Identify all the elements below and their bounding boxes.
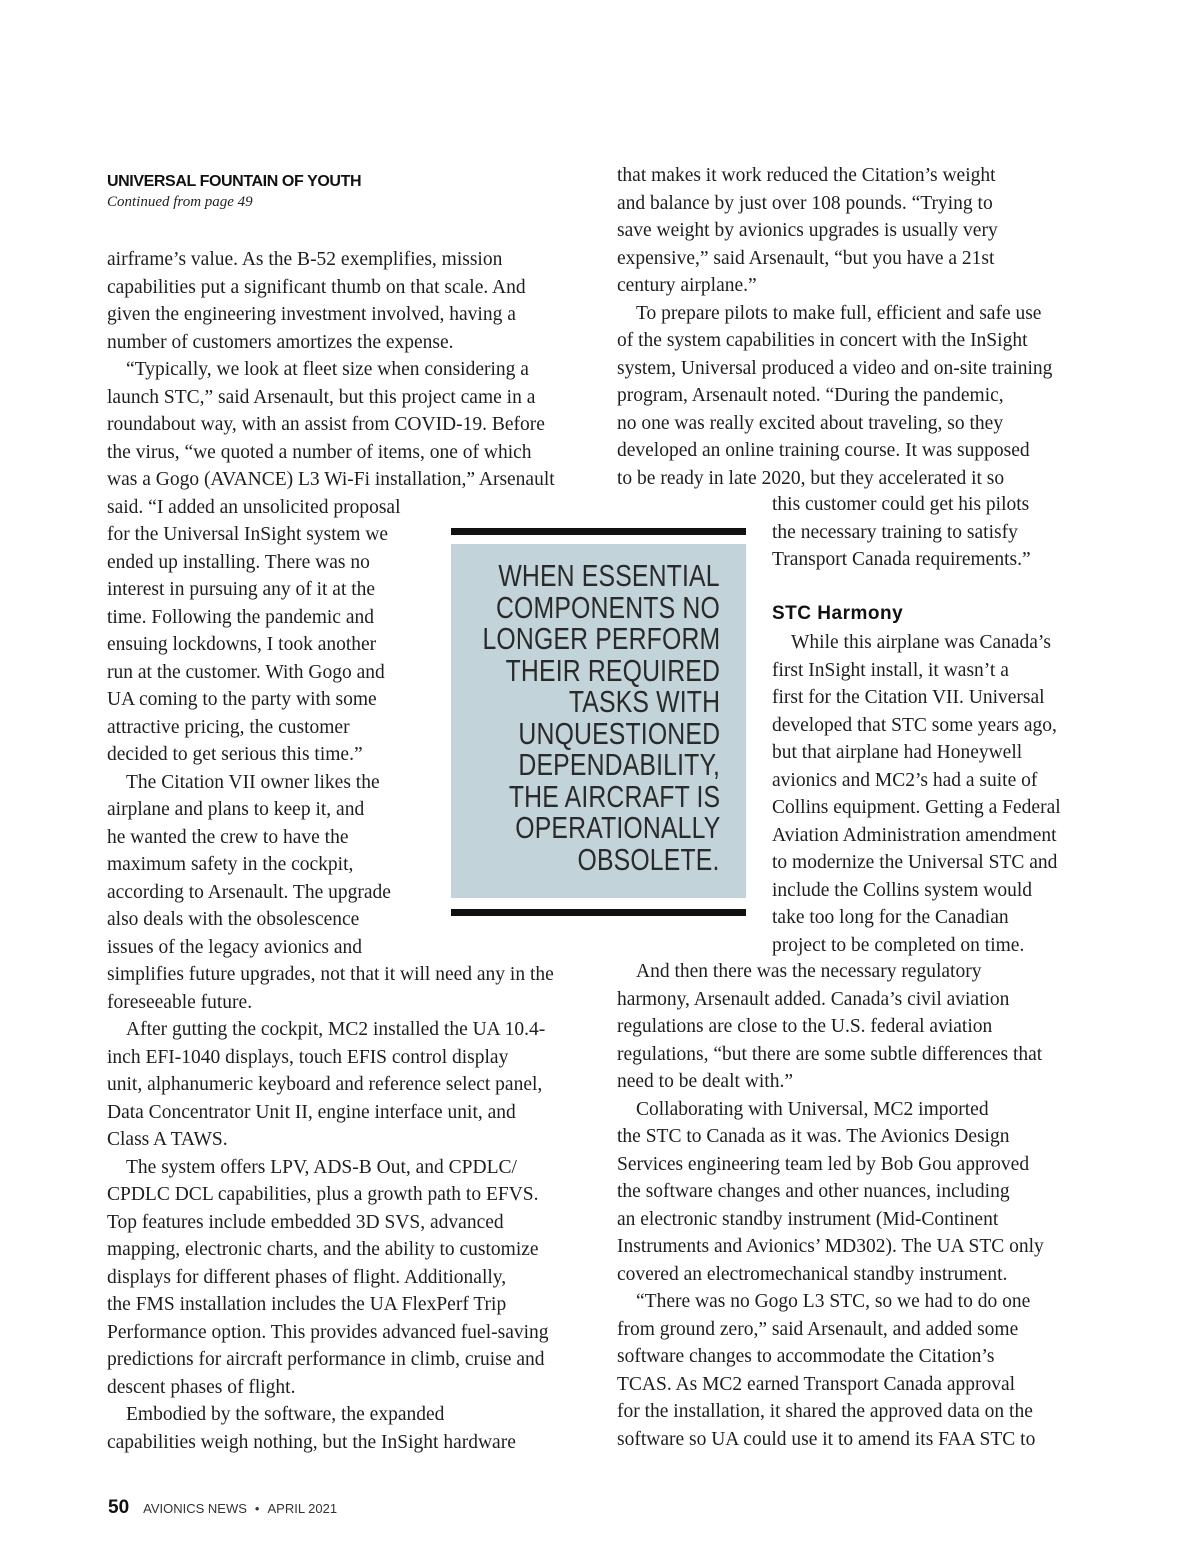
- text-line: this customer could get his pilots: [772, 494, 1030, 515]
- text-line: Transport Canada requirements.”: [772, 549, 1031, 570]
- text-line: but that airplane had Honeywell: [772, 742, 1023, 763]
- text-line: also deals with the obsolescence: [107, 909, 360, 930]
- text-line: inch EFI-1040 displays, touch EFIS control display: [107, 1046, 509, 1068]
- text-line: TCAS. As MC2 earned Transport Canada approval: [617, 1373, 1016, 1395]
- text-line: Services engineering team led by Bob Gou approved: [617, 1153, 1030, 1175]
- text-line: save weight by avionics upgrades is usually very: [617, 220, 998, 241]
- text-line: from ground zero,” said Arsenault, and added some: [617, 1318, 1019, 1340]
- text-line: avionics and MC2’s had a suite of: [772, 769, 1038, 791]
- text-line: to modernize the Universal STC and: [772, 852, 1058, 873]
- pull-quote-top-rule: [451, 528, 746, 535]
- text-line: Embodied by the software, the expanded: [126, 1404, 445, 1425]
- text-line: the FMS installation includes the UA FlexPerf Trip: [107, 1294, 507, 1315]
- text-line: expensive,” said Arsenault, “but you have a 21st: [617, 247, 995, 269]
- text-line: regulations are close to the U.S. federal aviation: [617, 1016, 993, 1037]
- text-line: Performance option. This provides advanced fuel-saving: [107, 1321, 549, 1343]
- text-line: need to be dealt with.”: [617, 1071, 793, 1092]
- pull-quote-line: DEPENDABILITY,: [518, 747, 720, 782]
- section-kicker: UNIVERSAL FOUNTAIN OF YOUTH: [107, 173, 362, 190]
- text-line: given the engineering investment involved, having a: [107, 304, 516, 325]
- text-line: “Typically, we look at fleet size when considering a: [126, 359, 529, 380]
- text-line: system, Universal produced a video and on-site training: [617, 357, 1053, 379]
- text-line: harmony, Arsenault added. Canada’s civil aviation: [617, 988, 1010, 1010]
- text-line: descent phases of flight.: [107, 1376, 296, 1398]
- text-line: Collins equipment. Getting a Federal: [772, 797, 1061, 818]
- pull-quote-line: LONGER PERFORM: [482, 621, 720, 656]
- text-line: regulations, “but there are some subtle differences that: [617, 1043, 1043, 1065]
- text-line: Instruments and Avionics’ MD302). The UA STC only: [617, 1236, 1044, 1257]
- text-line: ensuing lockdowns, I took another: [107, 634, 377, 655]
- text-line: foreseeable future.: [107, 991, 253, 1013]
- pull-quote-line: THE AIRCRAFT IS: [508, 778, 720, 814]
- text-line: “There was no Gogo L3 STC, so we had to do one: [636, 1291, 1031, 1312]
- text-line: was a Gogo (AVANCE) L3 Wi-Fi installation,” Arsenault: [107, 469, 555, 490]
- text-line: predictions for aircraft performance in climb, cruise and: [107, 1349, 545, 1370]
- text-line: of the system capabilities in concert with the InSight: [617, 330, 1028, 351]
- text-line: for the Universal InSight system we: [107, 524, 389, 545]
- text-line: covered an electromechanical standby instrument.: [617, 1263, 1008, 1285]
- text-line: UA coming to the party with some: [107, 689, 377, 710]
- text-line: issues of the legacy avionics and: [107, 936, 363, 958]
- pull-quote-line: OBSOLETE.: [577, 841, 720, 877]
- section-subhead: STC Harmony: [772, 603, 904, 624]
- text-line: time. Following the pandemic and: [107, 606, 374, 628]
- text-line: unit, alphanumeric keyboard and reference select panel,: [107, 1074, 543, 1095]
- pull-quote: [451, 544, 746, 898]
- text-line: mapping, electronic charts, and the ability to customize: [107, 1239, 539, 1260]
- text-line: The Citation VII owner likes the: [126, 771, 380, 793]
- text-line: the virus, “we quoted a number of items, one of which: [107, 441, 532, 463]
- text-line: ended up installing. There was no: [107, 551, 370, 573]
- text-line: Top features include embedded 3D SVS, advanced: [107, 1211, 504, 1233]
- text-line: The system offers LPV, ADS-B Out, and CPDLC/: [126, 1156, 517, 1178]
- text-line: century airplane.”: [617, 275, 757, 296]
- text-line: software so UA could use it to amend its FAA STC to: [617, 1428, 1036, 1450]
- text-line: project to be completed on time.: [772, 934, 1025, 956]
- text-line: developed an online training course. It was supposed: [617, 440, 1030, 461]
- text-line: program, Arsenault noted. “During the pandemic,: [617, 385, 1004, 406]
- text-line: Class A TAWS.: [107, 1129, 228, 1150]
- pull-quote-line: TASKS WITH: [568, 684, 720, 719]
- footer-separator: •: [254, 1501, 260, 1516]
- text-line: the necessary training to satisfy: [772, 521, 1018, 543]
- text-line: While this airplane was Canada’s: [791, 632, 1051, 653]
- text-line: attractive pricing, the customer: [107, 716, 350, 738]
- text-line: developed that STC some years ago,: [772, 714, 1057, 736]
- text-line: the software changes and other nuances, including: [617, 1181, 1010, 1202]
- text-line: capabilities weigh nothing, but the InSight hardware: [107, 1431, 516, 1453]
- continued-note: Continued from page 49: [107, 194, 253, 210]
- page-number: 50: [108, 1497, 130, 1518]
- issue-date: APRIL 2021: [267, 1501, 338, 1516]
- pull-quote-line: UNQUESTIONED: [518, 715, 720, 751]
- text-line: And then there was the necessary regulatory: [636, 961, 982, 982]
- text-line: according to Arsenault. The upgrade: [107, 881, 391, 903]
- text-line: to be ready in late 2020, but they accelerated it so: [617, 467, 1005, 489]
- page-footer: [108, 1497, 337, 1519]
- text-line: Data Concentrator Unit II, engine interface unit, and: [107, 1101, 516, 1123]
- text-line: no one was really excited about traveling, so they: [617, 412, 1004, 434]
- text-line: that makes it work reduced the Citation’s weight: [617, 165, 996, 186]
- text-line: include the Collins system would: [772, 879, 1032, 901]
- text-line: first InSight install, it wasn’t a: [772, 659, 1009, 681]
- text-line: airplane and plans to keep it, and: [107, 799, 365, 820]
- text-line: first for the Citation VII. Universal: [772, 687, 1045, 708]
- text-line: said. “I added an unsolicited proposal: [107, 496, 401, 518]
- text-line: simplifies future upgrades, not that it will need any in the: [107, 964, 554, 985]
- text-line: capabilities put a significant thumb on that scale. And: [107, 276, 526, 298]
- text-line: Collaborating with Universal, MC2 imported: [636, 1098, 989, 1120]
- pull-quote-bottom-rule: [451, 909, 746, 916]
- text-line: he wanted the crew to have the: [107, 826, 349, 848]
- text-line: an electronic standby instrument (Mid-Continent: [617, 1208, 999, 1230]
- text-line: the STC to Canada as it was. The Avionics Design: [617, 1126, 1010, 1147]
- text-line: for the installation, it shared the approved data on the: [617, 1401, 1033, 1422]
- text-line: decided to get serious this time.”: [107, 744, 363, 765]
- pull-quote-line: COMPONENTS NO: [496, 589, 720, 625]
- pull-quote-line: WHEN ESSENTIAL: [498, 558, 720, 593]
- text-line: airframe’s value. As the B-52 exemplifies, mission: [107, 249, 503, 270]
- text-line: CPDLC DCL capabilities, plus a growth path to EFVS.: [107, 1184, 539, 1205]
- text-line: and balance by just over 108 pounds. “Trying to: [617, 192, 993, 214]
- text-line: maximum safety in the cockpit,: [107, 854, 354, 875]
- text-line: To prepare pilots to make full, efficient and safe use: [636, 302, 1042, 324]
- text-line: roundabout way, with an assist from COVID-19. Before: [107, 414, 545, 435]
- text-line: Aviation Administration amendment: [772, 824, 1057, 846]
- text-line: After gutting the cockpit, MC2 installed the UA 10.4-: [126, 1019, 546, 1040]
- text-line: displays for different phases of flight. Additionally,: [107, 1266, 507, 1288]
- text-line: launch STC,” said Arsenault, but this project came in a: [107, 386, 536, 408]
- text-line: number of customers amortizes the expense.: [107, 331, 454, 353]
- pull-quote-line: OPERATIONALLY: [514, 810, 720, 845]
- publication-name: AVIONICS NEWS: [143, 1501, 247, 1516]
- text-line: software changes to accommodate the Citation’s: [617, 1346, 995, 1367]
- text-line: take too long for the Canadian: [772, 907, 1009, 928]
- pull-quote-line: THEIR REQUIRED: [505, 652, 720, 688]
- text-line: run at the customer. With Gogo and: [107, 661, 385, 683]
- text-line: interest in pursuing any of it at the: [107, 579, 376, 600]
